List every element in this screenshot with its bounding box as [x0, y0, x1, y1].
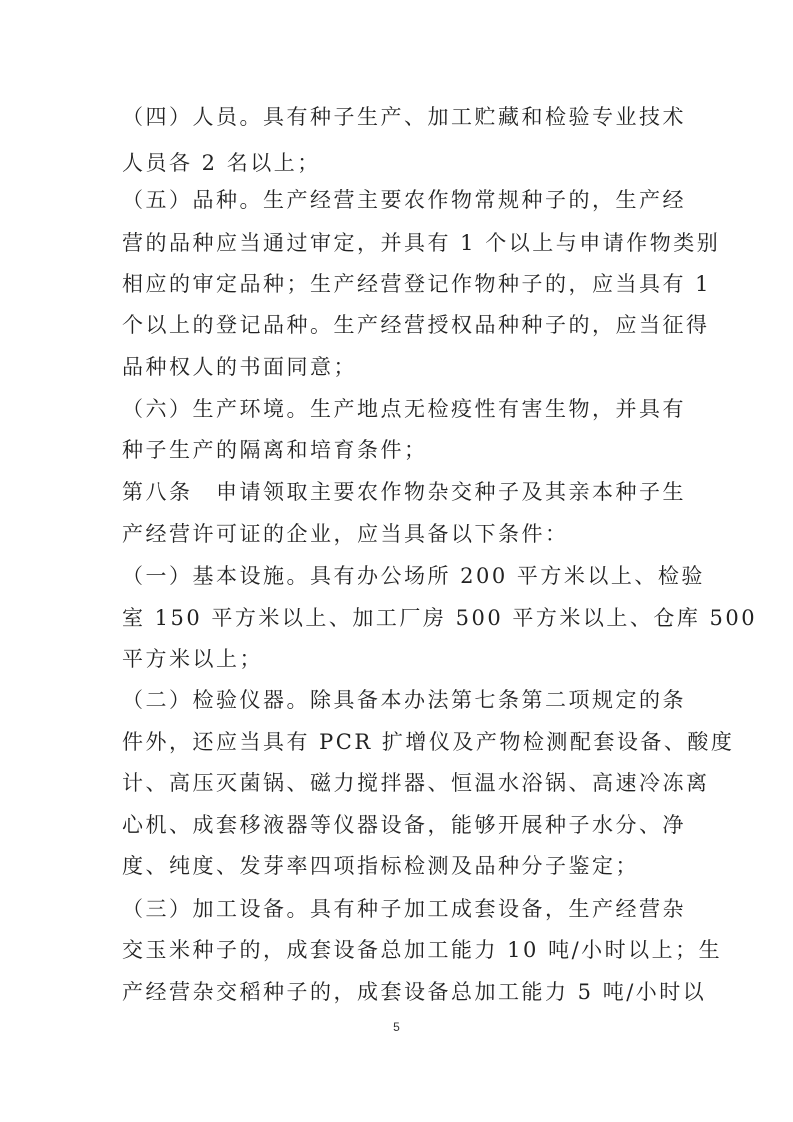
text-line: 平方米以上； [122, 647, 263, 671]
text-line: （三）加工设备。具有种子加工成套设备，生产经营杂 [122, 897, 686, 921]
text-line: 种子生产的隔离和培育条件； [122, 438, 428, 462]
text-line: 营的品种应当通过审定，并具有 1 个以上与申请作物类别 [122, 231, 721, 255]
text-line: 计、高压灭菌锅、磁力搅拌器、恒温水浴锅、高速冷冻离 [122, 771, 710, 795]
text-line: （二）检验仪器。除具备本办法第七条第二项规定的条 [122, 688, 686, 712]
text-line: 度、纯度、发芽率四项指标检测及品种分子鉴定； [122, 854, 639, 878]
text-line: 产经营许可证的企业，应当具备以下条件： [122, 522, 569, 546]
text-line: 个以上的登记品种。生产经营授权品种种子的，应当征得 [122, 313, 710, 337]
article-heading-line: 第八条 申请领取主要农作物杂交种子及其亲本种子生 [122, 480, 686, 504]
text-line: （五）品种。生产经营主要农作物常规种子的，生产经 [122, 188, 686, 212]
text-line: 件外，还应当具有 PCR 扩增仪及产物检测配套设备、酸度 [122, 730, 735, 754]
page-number: 5 [393, 1020, 400, 1034]
text-line: 品种权人的书面同意； [122, 355, 357, 379]
text-line: （六）生产环境。生产地点无检疫性有害生物，并具有 [122, 397, 686, 421]
text-line: 人员各 2 名以上； [122, 151, 321, 175]
text-line: （四）人员。具有种子生产、加工贮藏和检验专业技术 [122, 105, 686, 129]
text-line: 相应的审定品种；生产经营登记作物种子的，应当具有 1 [122, 272, 712, 296]
text-line: 交玉米种子的，成套设备总加工能力 10 吨/小时以上；生 [122, 938, 723, 962]
text-line: 产经营杂交稻种子的，成套设备总加工能力 5 吨/小时以 [122, 980, 707, 1004]
text-line: 室 150 平方米以上、加工厂房 500 平方米以上、仓库 500 [122, 606, 758, 630]
text-line: （一）基本设施。具有办公场所 200 平方米以上、检验 [122, 564, 705, 588]
text-line: 心机、成套移液器等仪器设备，能够开展种子水分、净 [122, 813, 686, 837]
